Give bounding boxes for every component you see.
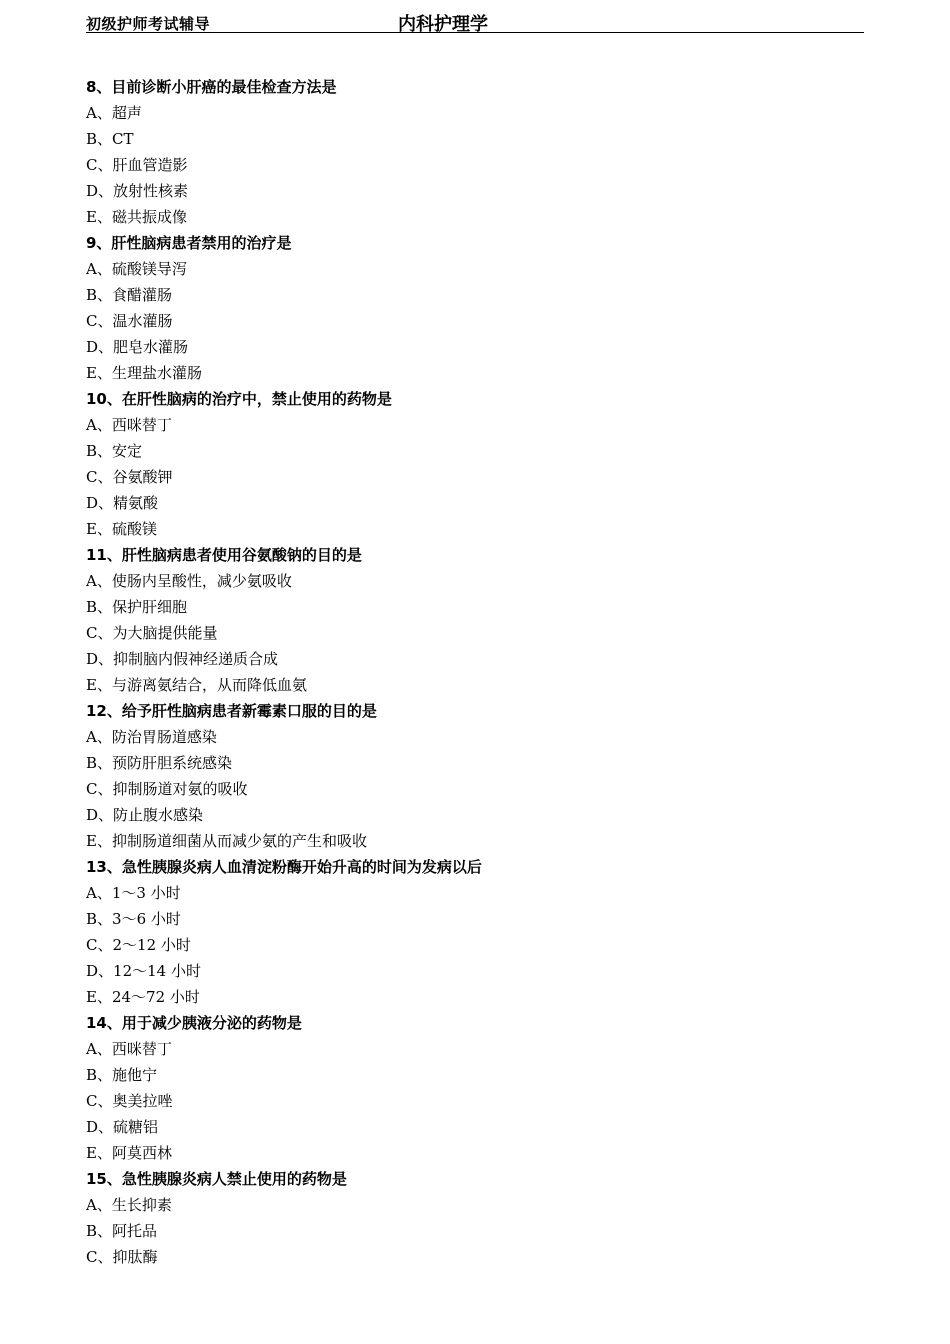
option-b: B、安定 (86, 442, 143, 460)
header-left-title: 初级护师考试辅导 (86, 15, 211, 33)
option-e: E、阿莫西林 (86, 1144, 172, 1162)
option-a: A、防治胃肠道感染 (86, 728, 217, 746)
question-stem: 9、肝性脑病患者禁用的治疗是 (86, 234, 292, 252)
option-e: E、24～72 小时 (86, 988, 200, 1006)
option-e: E、与游离氨结合，从而降低血氨 (86, 676, 307, 694)
option-c: C、为大脑提供能量 (86, 624, 218, 642)
option-c: C、2～12 小时 (86, 936, 191, 954)
question-list (86, 74, 866, 1270)
question-stem: 12、给予肝性脑病患者新霉素口服的目的是 (86, 702, 377, 720)
option-c: C、温水灌肠 (86, 312, 173, 330)
option-a: A、硫酸镁导泻 (86, 260, 187, 278)
option-a: A、1～3 小时 (86, 884, 181, 902)
option-d: D、硫糖铝 (86, 1118, 159, 1136)
option-b: B、CT (86, 130, 134, 148)
option-e: E、生理盐水灌肠 (86, 364, 202, 382)
option-e: E、抑制肠道细菌从而减少氨的产生和吸收 (86, 832, 367, 850)
question-stem: 14、用于减少胰液分泌的药物是 (86, 1014, 302, 1032)
option-a: A、西咪替丁 (86, 416, 172, 434)
option-a: A、使肠内呈酸性，减少氨吸收 (86, 572, 292, 590)
option-c: C、奥美拉唑 (86, 1092, 173, 1110)
option-a: A、超声 (86, 104, 142, 122)
option-c: C、抑制肠道对氨的吸收 (86, 780, 248, 798)
option-d: D、放射性核素 (86, 182, 189, 200)
question-stem: 11、肝性脑病患者使用谷氨酸钠的目的是 (86, 546, 362, 564)
option-a: A、生长抑素 (86, 1196, 172, 1214)
option-b: B、施他宁 (86, 1066, 158, 1084)
option-a: A、西咪替丁 (86, 1040, 172, 1058)
option-b: B、食醋灌肠 (86, 286, 173, 304)
option-d: D、肥皂水灌肠 (86, 338, 189, 356)
header-center-title: 内科护理学 (398, 14, 488, 35)
option-b: B、预防肝胆系统感染 (86, 754, 233, 772)
option-b: B、阿托品 (86, 1222, 158, 1240)
option-c: C、抑肽酶 (86, 1248, 158, 1266)
option-c: C、谷氨酸钾 (86, 468, 173, 486)
option-e: E、硫酸镁 (86, 520, 157, 538)
page-header (86, 10, 864, 33)
option-b: B、3～6 小时 (86, 910, 181, 928)
option-b: B、保护肝细胞 (86, 598, 188, 616)
option-d: D、防止腹水感染 (86, 806, 204, 824)
option-d: D、12～14 小时 (86, 962, 201, 980)
option-d: D、抑制脑内假神经递质合成 (86, 650, 279, 668)
question-stem: 8、目前诊断小肝癌的最佳检查方法是 (86, 78, 337, 96)
question-stem: 10、在肝性脑病的治疗中，禁止使用的药物是 (86, 390, 392, 408)
option-c: C、肝血管造影 (86, 156, 188, 174)
option-d: D、精氨酸 (86, 494, 159, 512)
question-stem: 15、急性胰腺炎病人禁止使用的药物是 (86, 1170, 347, 1188)
option-e: E、磁共振成像 (86, 208, 187, 226)
question-stem: 13、急性胰腺炎病人血清淀粉酶开始升高的时间为发病以后 (86, 858, 482, 876)
